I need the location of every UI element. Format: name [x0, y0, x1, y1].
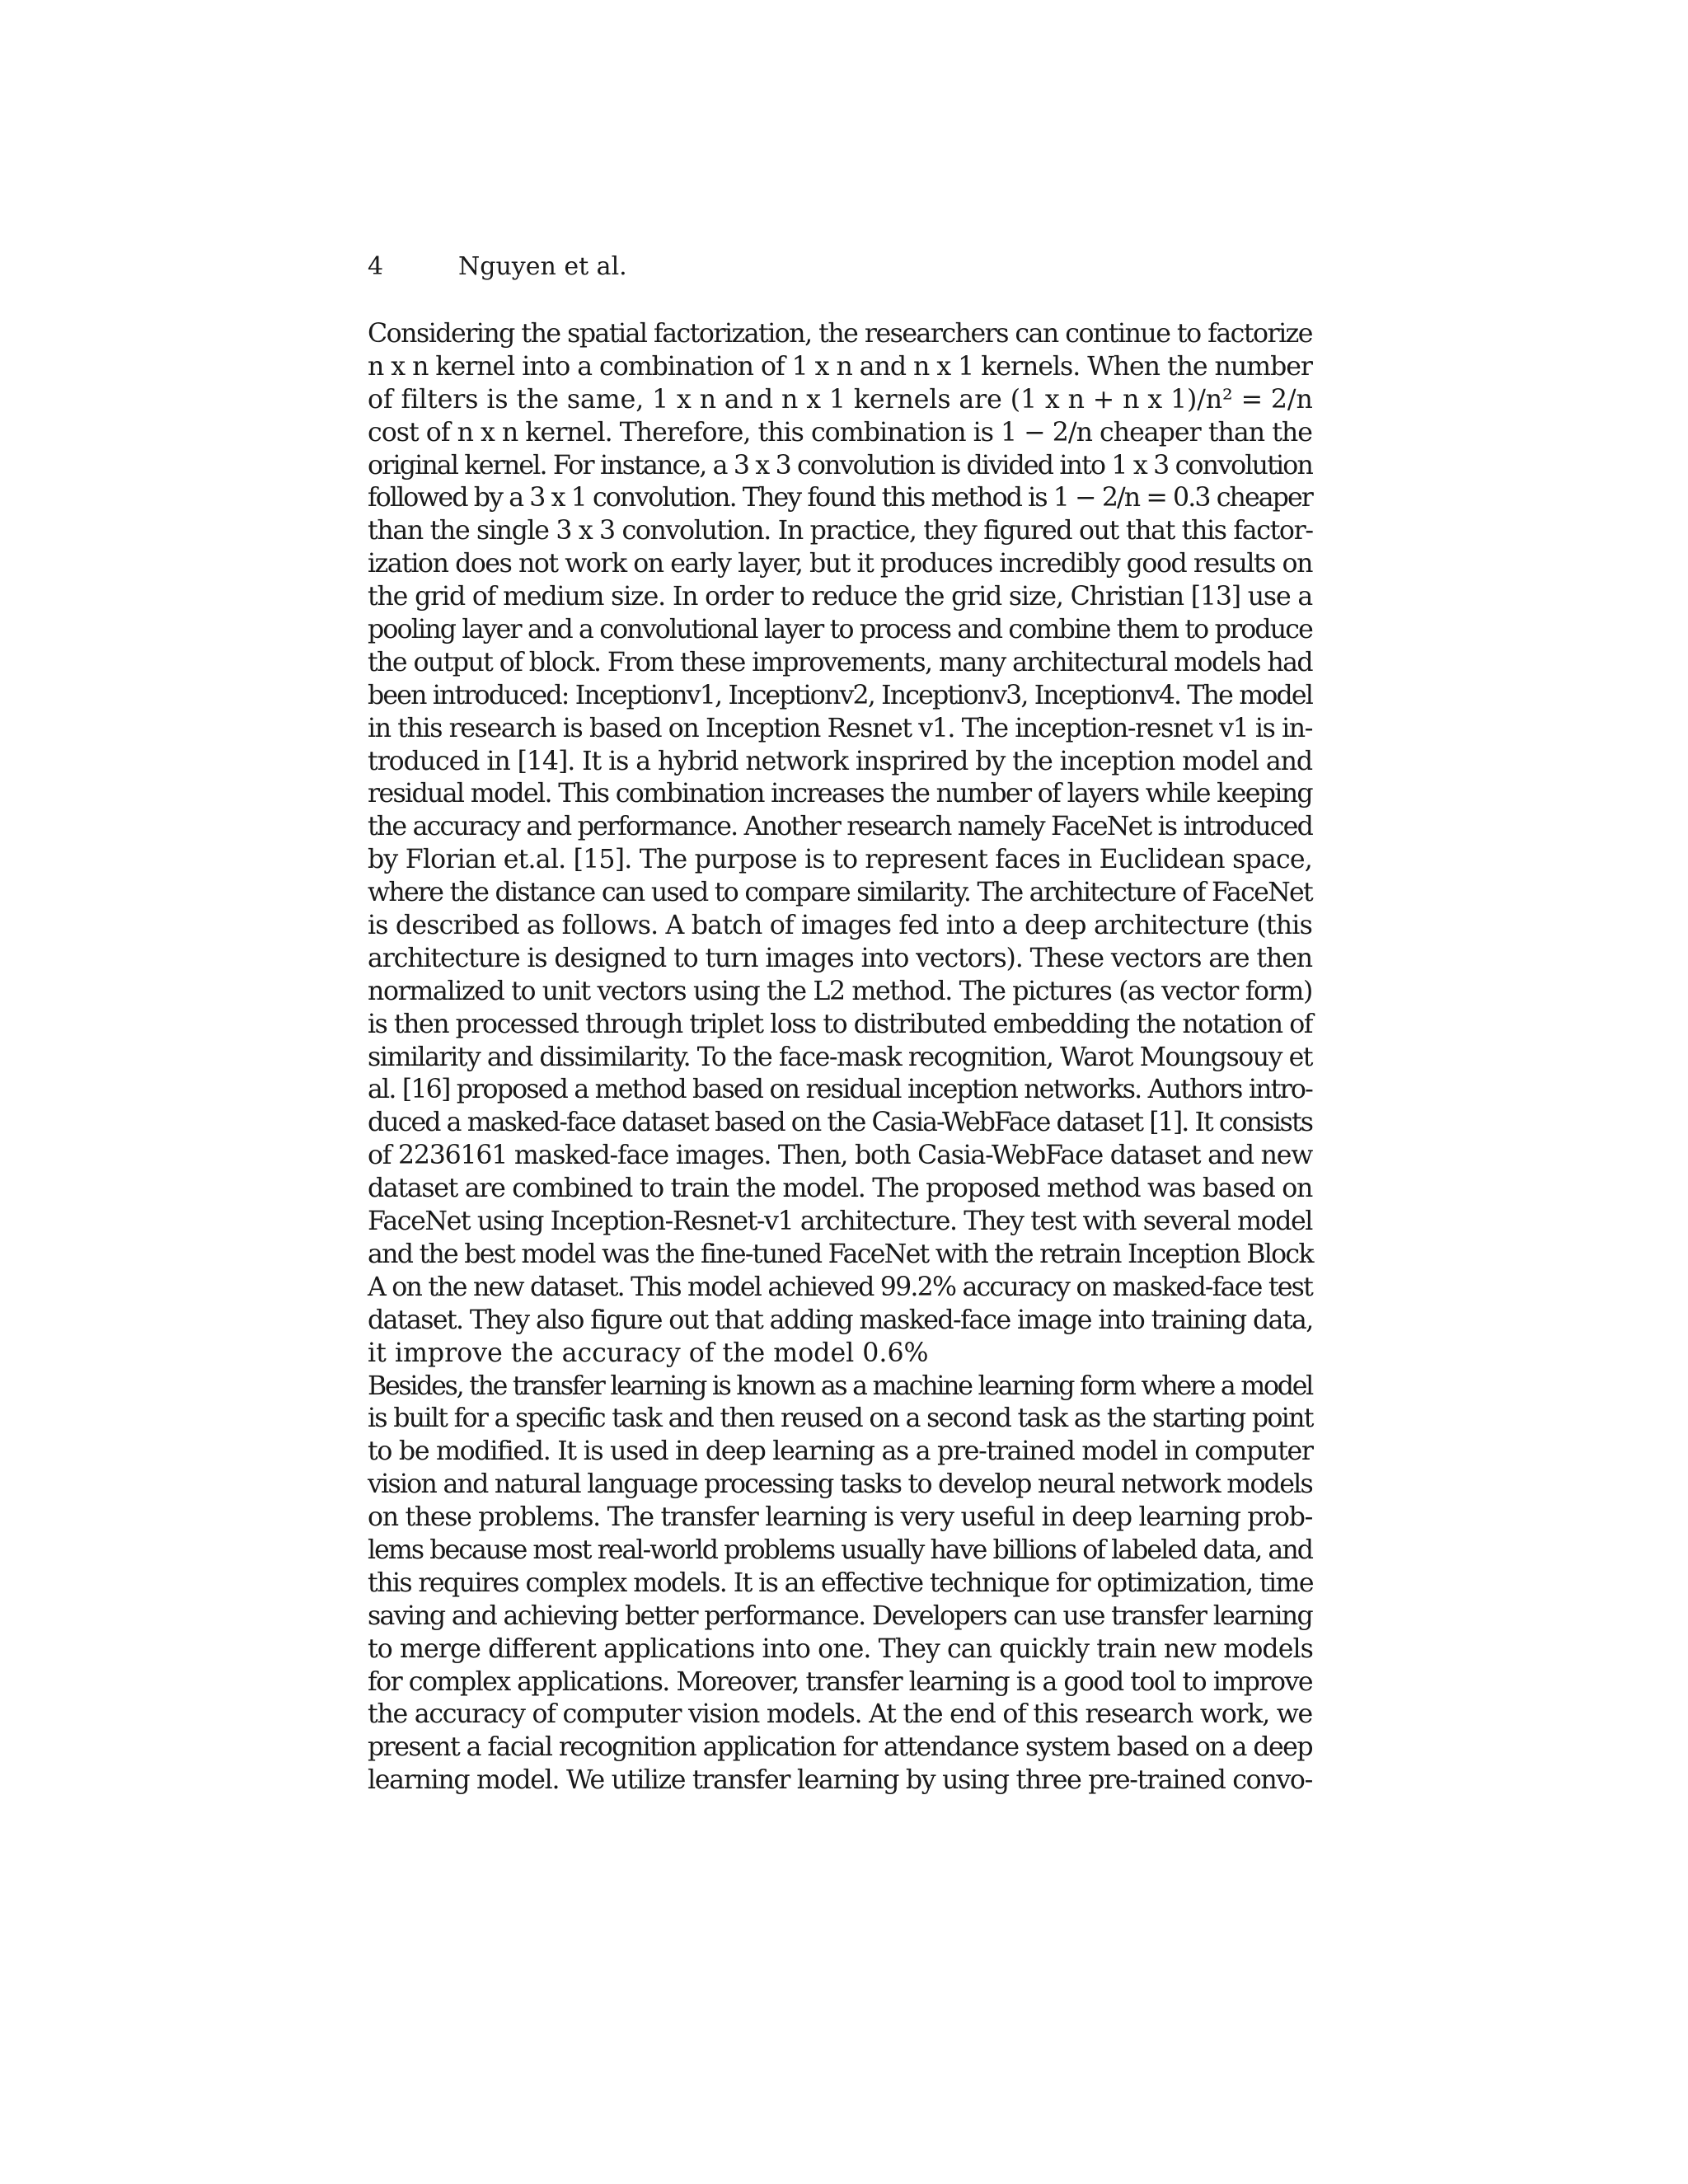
text-line: n x n kernel into a combination of 1 x n and n x 1 kernels. When the number: [368, 351, 1312, 382]
text-line: FaceNet using Inception-Resnet-v1 architecture. They test with several model: [368, 1207, 1312, 1237]
text-line: troduced in [14]. It is a hybrid network insprired by the inception model and: [368, 746, 1312, 776]
text-line: A on the new dataset. This model achieved 99.2% accuracy on masked-face test: [368, 1272, 1312, 1302]
text-line: is built for a specific task and then reused on a second task as the starting point: [368, 1404, 1313, 1434]
text-line: is described as follows. A batch of images fed into a deep architecture (this: [368, 911, 1312, 941]
text-line: residual model. This combination increases the number of layers while keeping: [368, 779, 1312, 809]
text-line: Considering the spatial factorization, the researchers can continue to factorize: [368, 319, 1312, 349]
paragraph-spatial-factorization: [368, 318, 1312, 1371]
text-line: to be modified. It is used in deep learning as a pre-trained model in computer: [368, 1436, 1313, 1467]
text-line: normalized to unit vectors using the L2 method. The pictures (as vector form): [368, 976, 1312, 1006]
text-line: the output of block. From these improvements, many architectural models had: [368, 647, 1312, 677]
text-line: been introduced: Inceptionv1, Inceptionv2, Inceptionv3, Inceptionv4. The model: [368, 680, 1312, 710]
text-line: the accuracy of computer vision models. At the end of this research work, we: [368, 1699, 1312, 1730]
running-header: [368, 250, 1315, 284]
page-number: 4: [368, 252, 384, 281]
paragraph-transfer-learning: [368, 1371, 1312, 1798]
text-line: this requires complex models. It is an effective technique for optimization, time: [368, 1568, 1313, 1598]
text-line: present a facial recognition application for attendance system based on a deep: [368, 1732, 1312, 1763]
text-line: of filters is the same, 1 x n and n x 1 kernels are (1 x n + n x 1)/n² = 2/n: [368, 384, 1313, 415]
text-line: original kernel. For instance, a 3 x 3 convolution is divided into 1 x 3 convolution: [368, 450, 1312, 480]
text-line: cost of n x n kernel. Therefore, this combination is 1 − 2/n cheaper than the: [368, 417, 1312, 448]
text-line: in this research is based on Inception Resnet v1. The inception-resnet v1 is in-: [368, 713, 1312, 743]
text-line: by Florian et.al. [15]. The purpose is to represent faces in Euclidean space,: [368, 845, 1312, 875]
text-line: on these problems. The transfer learning is very useful in deep learning prob-: [368, 1502, 1313, 1533]
text-line: duced a masked-face dataset based on the Casia-WebFace dataset [1]. It consists: [368, 1108, 1312, 1138]
text-line: al. [16] proposed a method based on residual inception networks. Authors intro-: [368, 1075, 1312, 1105]
text-line: where the distance can used to compare similarity. The architecture of FaceNet: [368, 878, 1312, 908]
text-line: the grid of medium size. In order to reduce the grid size, Christian [13] use a: [368, 582, 1312, 612]
text-line: the accuracy and performance. Another research namely FaceNet is introduced: [368, 812, 1312, 842]
text-line: dataset. They also figure out that adding masked-face image into training data,: [368, 1305, 1313, 1335]
text-line: followed by a 3 x 1 convolution. They found this method is 1 − 2/n = 0.3 cheaper: [368, 483, 1312, 513]
text-line: than the single 3 x 3 convolution. In practice, they figured out that this factor-: [368, 516, 1313, 546]
text-line: dataset are combined to train the model. The proposed method was based on: [368, 1174, 1312, 1204]
body-text: [368, 318, 1312, 1797]
text-line: Besides, the transfer learning is known as a machine learning form where a model: [368, 1371, 1312, 1401]
text-line: vision and natural language processing tasks to develop neural network models: [368, 1469, 1312, 1500]
text-line: learning model. We utilize transfer learning by using three pre-trained convo-: [368, 1765, 1312, 1796]
text-line: and the best model was the fine-tuned FaceNet with the retrain Inception Block: [368, 1239, 1313, 1269]
text-line: lems because most real-world problems usually have billions of labeled data, and: [368, 1535, 1312, 1565]
running-authors: Nguyen et al.: [458, 252, 627, 281]
text-line: saving and achieving better performance. Developers can use transfer learning: [368, 1601, 1312, 1631]
text-line: ization does not work on early layer, but it produces incredibly good results on: [368, 549, 1312, 579]
text-line: to merge different applications into one. They can quickly train new models: [368, 1633, 1313, 1664]
text-line: for complex applications. Moreover, transfer learning is a good tool to improve: [368, 1666, 1312, 1697]
text-line: of 2236161 masked-face images. Then, both Casia-WebFace dataset and new: [368, 1141, 1312, 1171]
text-line: is then processed through triplet loss to distributed embedding the notation of: [368, 1009, 1312, 1039]
text-line: it improve the accuracy of the model 0.6%: [368, 1338, 929, 1368]
text-line: pooling layer and a convolutional layer to process and combine them to produce: [368, 615, 1312, 645]
text-line: similarity and dissimilarity. To the face-mask recognition, Warot Moungsouy et: [368, 1042, 1312, 1072]
text-line: architecture is designed to turn images into vectors). These vectors are then: [368, 943, 1312, 973]
